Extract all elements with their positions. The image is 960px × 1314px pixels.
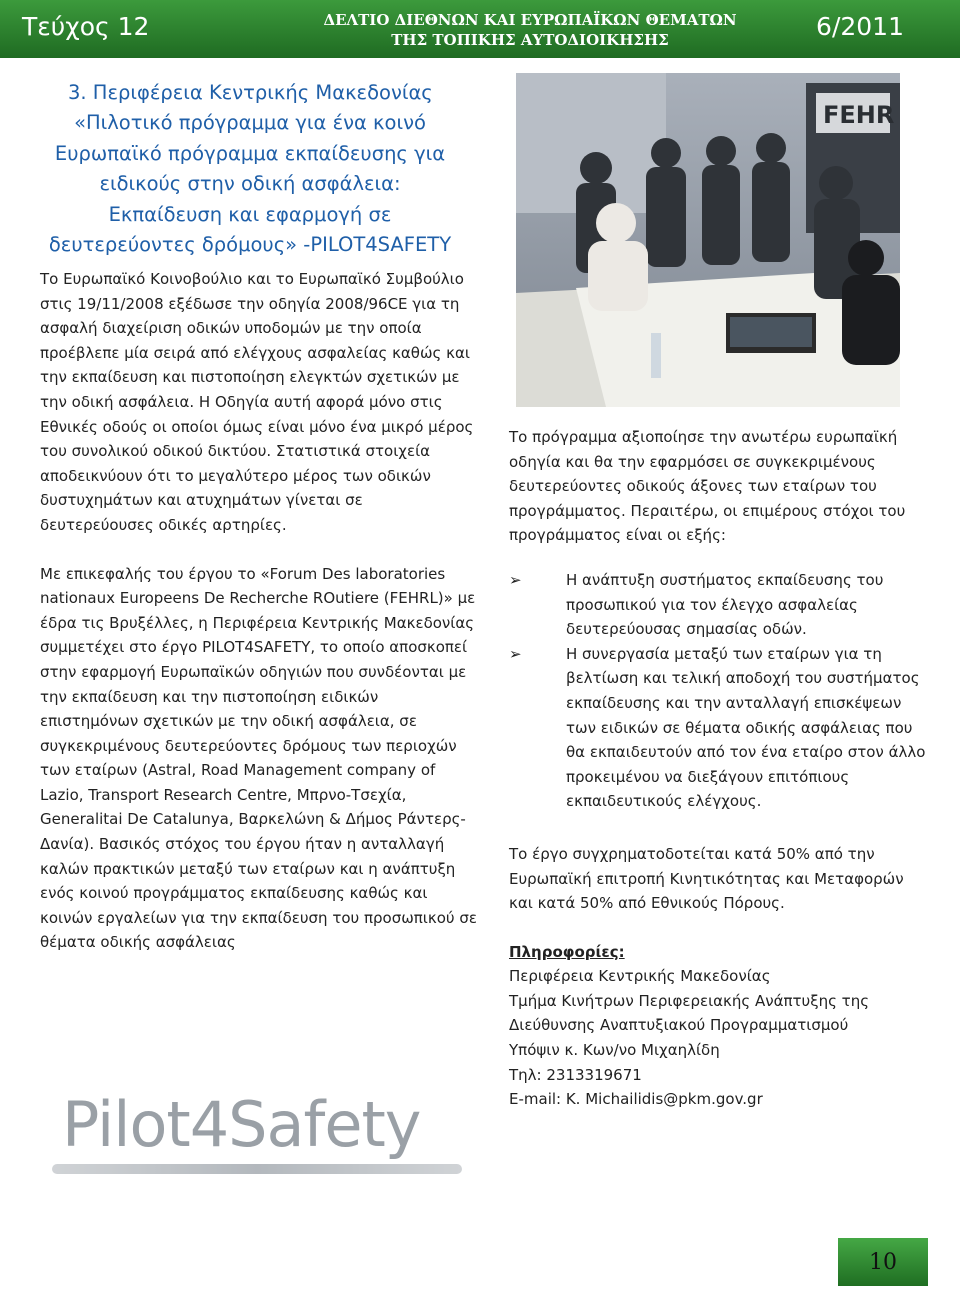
meeting-photo xyxy=(516,73,900,407)
left-column xyxy=(40,267,480,955)
info-line: Τμήμα Κινήτρων Περιφερειακής Ανάπτυξης της Διεύθυνσης Αναπτυξιακού Προγραμματισμού xyxy=(509,991,870,1035)
list-item xyxy=(509,568,929,642)
fehrl-sign-text: FEHR xyxy=(823,101,895,129)
funding-paragraph: Το έργο συγχρηματοδοτείται κατά 50% από την Ευρωπαϊκή επιτροπή Κινητικότητας και Μεταφορών και κατά 50% από Εθνικούς Πόρους. xyxy=(509,844,904,913)
body-paragraph: Με επικεφαλής του έργου το «Forum Des laboratories nationaux Europeens De Recherche ROutiere (FEHRL)» με έδρα τις Βρυξέλλες, η Περιφέρεια Κεντρικής Μακεδονίας συμμετέχει στο έργο PILOT4SAFETY, το οποίο αποσκοπεί στην εφαρμογή Ευρωπαϊκών οδηγιών που συνδέονται με την εκπαίδευση και την πιστοποίηση ειδικών επιστημόνων σχετικών με την οδική ασφάλεια, σε συγκεκριμένους δευτερεύοντες δρόμους των περιοχών των εταίρων (Astral, Road Management company of Lazio, Transport Research Centre, Μπρνο-Τσεχία, Generalitai De Catalunya, Βαρκελώνη & Δήμος Ράντερς-Δανία). Βασικός στόχος του έργου ήταν η ανταλλαγή καλών πρακτικών μεταξύ των εταίρων και η ανάπτυξη ενός κοινού προγράμματος εκπαίδευσης καθώς και κοινών εργαλείων για την εκπαίδευση του προσωπικού σε θέματα οδικής ασφάλειας xyxy=(40,564,477,952)
publication-title-line1: ΔΕΛΤΙΟ ΔΙΕΘΝΩΝ ΚΑΙ ΕΥΡΩΠΑΪΚΩΝ ΘΕΜΑΤΩΝ xyxy=(323,11,737,29)
article-title-line: Ευρωπαϊκό πρόγραμμα εκπαίδευσης για xyxy=(54,141,446,165)
pilot4safety-logo xyxy=(42,1088,462,1180)
article-title xyxy=(30,78,470,260)
objectives-list xyxy=(509,568,929,814)
list-item-text: Η ανάπτυξη συστήματος εκπαίδευσης του προσωπικού για τον έλεγχο ασφαλείας δευτερεύουσας σημασίας οδών. xyxy=(566,570,884,639)
publication-title xyxy=(300,10,760,50)
arrow-bullet-icon: ➢ xyxy=(509,644,522,663)
meeting-photo-illustration xyxy=(516,73,900,407)
arrow-bullet-icon: ➢ xyxy=(509,570,522,589)
logo-text: Pilot4Safety xyxy=(62,1088,421,1161)
logo-underline-bar xyxy=(52,1164,462,1174)
right-column xyxy=(509,425,929,1112)
intro-paragraph: Το πρόγραμμα αξιοποίησε την ανωτέρω ευρωπαϊκή οδηγία και θα την εφαρμόσει σε συγκεκριμένους δευτερεύοντες οδικούς άξονες των εταίρων του προγράμματος. Περαιτέρω, οι επιμέρους στόχοι του προγράμματος είναι οι εξής: xyxy=(509,428,906,545)
page-number: 10 xyxy=(838,1238,928,1286)
info-heading: Πληροφορίες: xyxy=(509,942,625,961)
article-title-line: «Πιλοτικό πρόγραμμα για ένα κοινό xyxy=(74,111,426,135)
info-line: Υπόψιν κ. Κων/νο Μιχαηλίδη xyxy=(509,1041,720,1060)
info-line: Τηλ: 2313319671 xyxy=(509,1065,642,1084)
article-title-line: ειδικούς στην οδική ασφάλεια: xyxy=(99,172,401,196)
info-line: E-mail: K. Michailidis@pkm.gov.gr xyxy=(509,1090,763,1109)
issue-date: 6/2011 xyxy=(816,12,904,41)
list-item xyxy=(509,642,929,814)
list-item-text: Η συνεργασία μεταξύ των εταίρων για τη βελτίωση και τελική αποδοχή του συστήματος εκπαίδευσης και την ανταλλαγή επισκέψεων των ειδικών σε θέματα οδικής ασφάλειας που θα εκπαιδευτούν από τον ένα εταίρο στον άλλο προκειμένου να διεξάγουν επιτόπιους εκπαιδευτικούς ελέγχους. xyxy=(566,644,926,811)
article-title-line: Εκπαίδευση και εφαρμογή σε xyxy=(108,202,392,226)
article-title-line: δευτερεύοντες δρόμους» -PILOT4SAFETY xyxy=(48,233,452,257)
publication-title-line2: ΤΗΣ ΤΟΠΙΚΗΣ ΑΥΤΟΔΙΟΙΚΗΣΗΣ xyxy=(391,31,669,49)
issue-number: Τεύχος 12 xyxy=(22,12,150,41)
body-paragraph: Το Ευρωπαϊκό Κοινοβούλιο και το Ευρωπαϊκό Συμβούλιο στις 19/11/2008 εξέδωσε την οδηγία 2008/96CE για τη ασφαλή διαχείριση οδικών υποδομών με την οποία προέβλεπε μία σειρά από ελέγχους ασφαλείας καθώς και την εκπαίδευση και πιστοποίηση ελεγκτών σχετικών με την οδική ασφάλεια. Η Οδηγία αυτή αφορά μόνο στις Εθνικές οδούς οι οποίοι όμως είναι μόνο ένα μικρό μέρος του συνολικού οδικού δικτύου. Στατιστικά στοιχεία αποδεικνύουν ότι το μεγαλύτερο μέρος των οδικών δυστυχημάτων και ατυχημάτων γίνεται σε δευτερεύουσες οδικές αρτηρίες. xyxy=(40,270,474,534)
page-header xyxy=(0,0,960,58)
info-line: Περιφέρεια Κεντρικής Μακεδονίας xyxy=(509,967,771,986)
article-title-line: 3. Περιφέρεια Κεντρικής Μακεδονίας xyxy=(68,81,433,104)
